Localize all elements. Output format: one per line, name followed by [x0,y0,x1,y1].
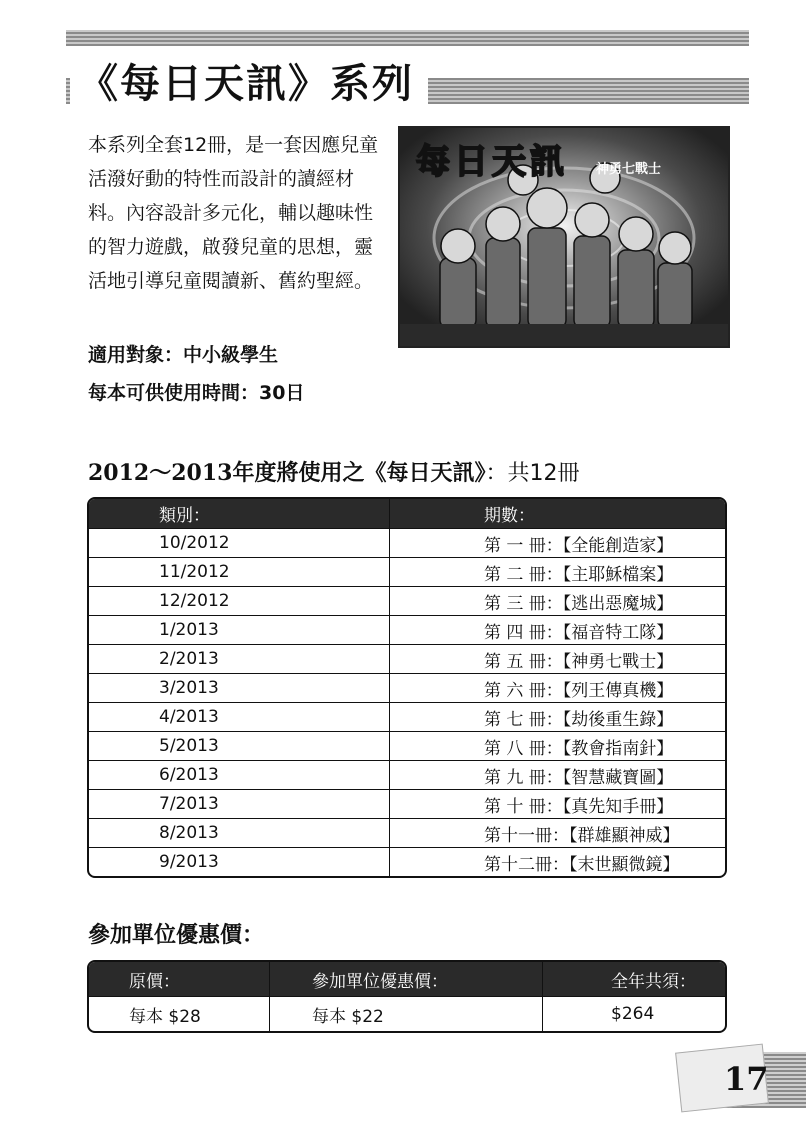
pricing-header-row [89,962,725,997]
audience-line: 適用對象：中小級學生 [88,344,279,366]
table-row [89,731,725,760]
row-issue: 第 十 冊：【真先知手冊】 [389,789,725,818]
pricing-table [87,960,727,1033]
page-number: 17 [724,1060,769,1098]
illustration-title: 每日天訊 [416,142,568,182]
table-row [89,673,725,702]
page-number-badge [672,1044,806,1114]
row-issue: 第十一冊：【群雄顯神威】 [389,818,725,847]
row-date: 3/2013 [89,673,389,702]
row-date: 5/2013 [89,731,389,760]
row-issue: 第 三 冊：【逃出惡魔城】 [389,586,725,615]
pricing-heading: 參加單位優惠價： [88,922,265,948]
usage-time-line: 每本可供使用時間：30日 [88,382,305,404]
schedule-heading-main: 2012～2013年度將使用之《每日天訊》 [88,460,486,486]
illustration-subtitle: 神勇七戰士 [596,162,662,177]
row-issue: 第 一 冊：【全能創造家】 [389,529,725,557]
table-row [89,847,725,876]
schedule-header-row [89,499,725,529]
page-title: 《每日天訊》系列 [70,52,428,116]
row-issue: 第十二冊：【末世顯微鏡】 [389,847,725,876]
schedule-heading [88,456,579,487]
column-header-original-price: 原價： [89,962,269,997]
row-issue: 第 四 冊：【福音特工隊】 [389,615,725,644]
column-header-member-price: 參加單位優惠價： [269,962,542,997]
row-issue: 第 七 冊：【劫後重生錄】 [389,702,725,731]
row-date: 2/2013 [89,644,389,673]
table-row [89,760,725,789]
table-row [89,789,725,818]
row-issue: 第 五 冊：【神勇七戰士】 [389,644,725,673]
row-issue: 第 九 冊：【智慧藏寶圖】 [389,760,725,789]
title-stripe-top [66,30,749,46]
row-issue: 第 八 冊：【教會指南針】 [389,731,725,760]
table-row [89,615,725,644]
row-date: 8/2013 [89,818,389,847]
column-header-category: 類別： [89,499,389,529]
row-date: 11/2012 [89,557,389,586]
table-row [89,557,725,586]
row-date: 7/2013 [89,789,389,818]
row-date: 9/2013 [89,847,389,876]
row-date: 6/2013 [89,760,389,789]
table-row [89,529,725,557]
row-date: 10/2012 [159,533,230,553]
row-issue: 第 六 冊：【列王傳真機】 [389,673,725,702]
title-banner [66,30,749,107]
row-issue: 第 二 冊：【主耶穌檔案】 [389,557,725,586]
member-price-value: 每本 $22 [269,997,542,1031]
table-row [89,997,725,1031]
intro-paragraph: 本系列全套12冊，是一套因應兒童活潑好動的特性而設計的讀經材料。內容設計多元化，輔以趣味性的智力遊戲，啟發兒童的思想，靈活地引導兒童閱讀新、舊約聖經。 [88,134,379,292]
table-row [89,586,725,615]
table-row [89,644,725,673]
row-date: 12/2012 [89,586,389,615]
schedule-heading-suffix: ：共12冊 [485,461,580,486]
annual-total-value: $264 [542,997,725,1031]
column-header-issue: 期數： [389,499,725,529]
column-header-annual-total: 全年共須： [542,962,725,997]
row-date: 1/2013 [89,615,389,644]
original-price-value: 每本 $28 [129,1006,201,1027]
cover-illustration [398,126,730,348]
table-row [89,818,725,847]
schedule-table [87,497,727,878]
table-row [89,702,725,731]
row-date: 4/2013 [89,702,389,731]
